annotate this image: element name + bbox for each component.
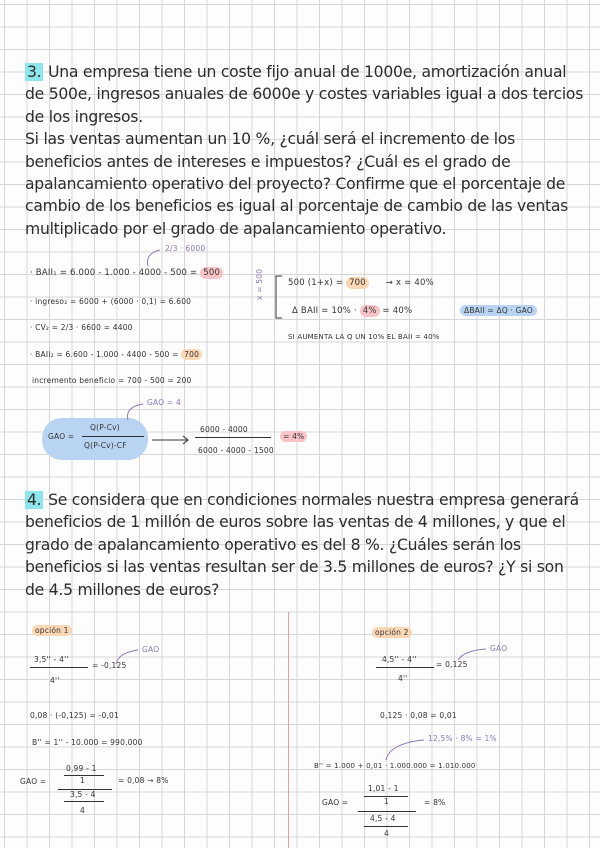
equation-1-result: x = 40% [396, 278, 434, 288]
opcion-2-frac-den: 4'' [398, 674, 408, 683]
opcion-2-gao-label: GAO = [322, 798, 349, 807]
equation-2-left: Δ BAII = 10% · [292, 306, 357, 316]
arrow-opcion-1-gao [116, 650, 138, 664]
opcion-1-frac-den: 4'' [50, 676, 60, 685]
gao-label: GAO = [48, 432, 75, 441]
gao-formula-text: ΔBAII = ΔQ · GAO [460, 305, 537, 316]
opcion-1-g-den-bot: 4 [80, 806, 85, 815]
arrow-opcion-2-gao [458, 649, 486, 660]
incremento-line: incremento beneficio = 700 - 500 = 200 [32, 376, 192, 385]
side-label: x = 500 [255, 268, 264, 300]
opcion-2-g-den-top: 4,5 - 4 [370, 814, 396, 823]
equation-1-value: 700 [346, 277, 369, 289]
opcion-2-line-3: B'' = 1.000 + 0,01 · 1.000.000 = 1.010.000 [314, 762, 476, 770]
arrow-gao [128, 404, 143, 420]
bracket-equations [276, 276, 282, 318]
opcion-2-line-2: 0,125 · 0,08 = 0,01 [380, 711, 457, 720]
bait-2-expression: · BAII₂ = 6.600 - 1.000 - 4400 - 500 = [30, 350, 179, 359]
opcion-2-frac-result: = 0,125 [436, 660, 468, 669]
question-3-text: Una empresa tiene un coste fijo anual de 1000e, amortización anual de 500e, ingresos anuales de 6000e y costes variables igual a dos tercios de los ingresos. Si las ventas aumentan un 10 %, ¿cuál será el incremento de los beneficios antes de intereses e impuestos? ¿Cuál es el grado de apalancamiento operativo del proyecto? Confirme que el porcentaje de cambio de los beneficios es igual al porcentaje de cambio de las ventas multiplicado por el grado de apalancamiento operativo. [25, 63, 584, 238]
opcion-1-title: opción 1 [32, 625, 72, 636]
question-3-number: 3. [27, 63, 42, 81]
calc-denominator: 6000 - 4000 - 1500 [198, 446, 274, 455]
opcion-2-pct-annotation: 12,5% · 8% = 1% [428, 734, 497, 743]
question-4-text: Se considera que en condiciones normales nuestra empresa generará beneficios de 1 millón de euros sobre las ventas de 4 millones, y que el grado de apalancamiento operativo es del 8 %. ¿Cuáles serán los beneficios si las ventas resultan ser de 3.5 millones de euros? ¿Y si son de 4.5 millones de euros? [25, 491, 579, 599]
arrow-two-thirds [148, 250, 161, 266]
opcion-2-gao-annotation: GAO [490, 644, 508, 653]
bait-1-expression: · BAII₁ = 6.000 - 1.000 - 4000 - 500 = [30, 268, 198, 278]
opcion-2-g-num-bot: 1 [384, 797, 389, 806]
equation-2-value: 4% [360, 305, 380, 317]
opcion-2-title: opción 2 [372, 627, 412, 638]
opcion-2-g-den-bot: 4 [384, 829, 389, 838]
opcion-1-g-num-top: 0,99 - 1 [66, 764, 97, 773]
opcion-1-frac-result: = -0,125 [92, 661, 127, 670]
cv-2-line: · CV₂ = 2/3 · 6600 = 4400 [30, 323, 133, 332]
opcion-1-gao-annotation: GAO [142, 645, 160, 654]
gao-numerator: Q(P-Cv) [90, 423, 120, 432]
bait-2-value: 700 [181, 349, 202, 360]
opcion-2-g-num-top: 1,01 - 1 [368, 784, 399, 793]
equation-1: 500 (1+x) = 700 → x = 40% [288, 278, 434, 288]
opcion-2-g-result: = 8% [424, 798, 446, 807]
opcion-1-gao-label: GAO = [20, 777, 47, 786]
arrow-calc [152, 436, 188, 444]
question-4-number: 4. [27, 491, 42, 509]
annotation-two-thirds: 2/3 · 6000 [165, 244, 206, 253]
calc-numerator: 6000 - 4000 [200, 425, 248, 434]
ingreso-2-line: · ingreso₂ = 6000 + (6000 · 0,1) = 6.600 [30, 297, 192, 306]
opcion-1-g-num-bot: 1 [80, 776, 85, 785]
opcion-2-frac-num: 4,5'' - 4'' [382, 655, 417, 664]
bait-1-value: 500 [200, 267, 223, 279]
gao-annotation: GAO = 4 [147, 398, 181, 407]
opcion-1-g-den-top: 3,5 - 4 [70, 790, 96, 799]
equation-1-left: 500 (1+x) = [288, 278, 344, 288]
opcion-1-frac-num: 3,5'' - 4'' [34, 655, 69, 664]
gao-denominator: Q(P-Cv)-CF [84, 441, 127, 450]
opcion-1-line-3: B'' = 1'' - 10.000 = 990.000 [32, 738, 143, 747]
conclusion-line: SI AUMENTA LA Q UN 10% EL BAII = 40% [288, 333, 440, 341]
arrow-opcion-2-pct [386, 740, 424, 760]
equation-2-result: = 40% [382, 306, 413, 316]
opcion-1-g-result: = 0,08 → 8% [118, 776, 169, 785]
calc-result: = 4% [280, 431, 307, 442]
opcion-1-line-2: 0,08 · (-0,125) = -0,01 [30, 711, 119, 720]
